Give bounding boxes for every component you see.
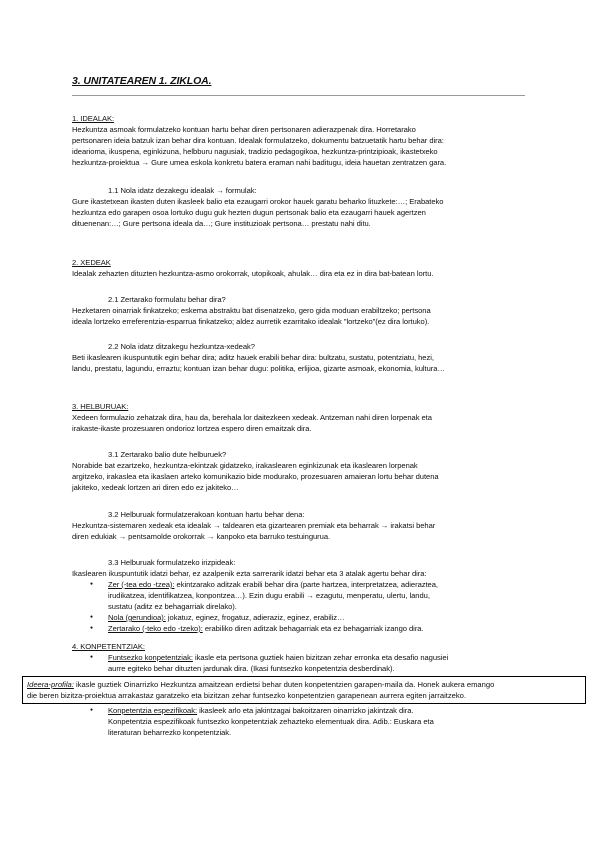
subsection-2-1 [72, 294, 532, 327]
subsection-title: 2.1 Zertarako formulatu behar dira? [108, 295, 226, 304]
page-title: 3. UNITATEAREN 1. ZIKLOA. [72, 75, 212, 87]
bullet-text: irudikatzea, identifikatzea, konpontzea…). Ezin dugu erabili → ezagutu, menperatu, ulertu, landu, [108, 591, 430, 600]
subsection-3-2 [72, 509, 532, 542]
bullet-text: jokatuz, eginez, frogatuz, adieraziz, eginez, erabiliz… [165, 613, 345, 622]
text-line: dituenenan:…; Gure pertsona ideala da…; Gure instituzioak pertsona… prestatu nahi ditu. [72, 219, 371, 228]
subsection-title: 3.3 Helburuak formulatzeko irizpideak: [108, 558, 236, 567]
subsection-title: 2.2 Nola idatz ditzakegu hezkuntza-xedeak? [108, 342, 255, 351]
text-line: ideala lortzeko erreferentzia-esparrua finkatzeko; aldez aurretik ezarritako idealak "lortzeko"(ez dira lortuko). [72, 317, 430, 326]
section-konpetentziak [72, 641, 532, 674]
list-item [72, 579, 532, 612]
text-line: Beti ikaslearen ikuspuntutik egin behar dira; aditz hauek erabili behar dira: bultzatu, sustatu, potentziatu, hezi, [72, 353, 434, 362]
text-line: Norabide bat ezartzeko, hezkuntza-ekintzak gidatzeko, irakaslearen eginkizunak eta ikaslearen lorpenak [72, 461, 418, 470]
text-line: landu, prestatu, lagundu, erraztu; kontuan izan behar dugu: politika, erlijioa, gizarte asmoak, ekonomia, kultura… [72, 364, 445, 373]
section-idealak [72, 113, 532, 168]
bullet-text: Konpetentzia espezifikoak funtsezko konpetentziak zehazteko elementuak dira. Adib.: Euskara eta [108, 717, 434, 726]
subsection-2-2 [72, 341, 532, 374]
bullet-text: literaturan beharrezko konpetentziak. [108, 728, 232, 737]
subsection-title: 1.1 Nola idatz dezakegu idealak → formulak: [108, 186, 257, 195]
title-divider [72, 95, 525, 96]
bullet-key: Nola (gerundioa): [108, 613, 166, 622]
profile-box [22, 676, 586, 704]
text-line: Hezkuntza asmoak formulatzeko kontuan hartu behar diren pertsonaren adierazpenak dira. Horretarako [72, 125, 416, 134]
section-xedeak [72, 257, 532, 279]
text-line: Ikaslearen ikuspuntutik idatzi behar, ez azalpenik ezta sarrerarik idatzi behar eta 3 atalak agertu behar dira: [72, 569, 427, 578]
text-line: idearioma, ikuspena, eginkizuna, helbburu nagusiak, tradizio pedagogikoa, hezkuntza-printzipioak, ikastetxeko [72, 147, 438, 156]
text-line: hezkuntza edo garapen osoa lortuko dugu guk hezten dugun pertsonak balio eta ezaugarri hauek agertzen [72, 208, 426, 217]
subsection-title: 3.1 Zertarako balio dute helburuek? [108, 450, 227, 459]
paragraph [72, 124, 532, 168]
list-item [72, 623, 532, 634]
bullet-key: Funtsezko konpetentziak: [108, 653, 193, 662]
subsection-3-3 [72, 557, 532, 634]
text-line: hezkuntza-proiektua → Gure umea eskola konkretu batera eraman nahi baditugu, ideia hauetan zentratzen gara. [72, 158, 447, 167]
text-line: Hezkuntza-sistemaren xedeak eta idealak → taldearen eta gizartearen premiak eta beharrak → irakatsi behar [72, 521, 436, 530]
list-item [72, 652, 532, 674]
bullet-key: Zer (-tea edo -tzea): [108, 580, 175, 589]
text-line: Idealak zehazten dituzten hezkuntza-asmo orokorrak, utopikoak, ahulak… dira eta ez in dira bat-batean lortu. [72, 269, 434, 278]
bullet-text: sustatu (aditz ez behagarriak direlako). [108, 602, 237, 611]
subsection-title: 3.2 Helburuak formulatzerakoan kontuan hartu behar dena: [108, 510, 305, 519]
text-line: jakiteko, xedeak lortzen ari diren edo ez jakiteko… [72, 483, 239, 492]
text-line: Xedeen formulazio zehatzak dira, hau da, berehala lor daitezkeen xedeak. Antzeman nahi diren lorpenak eta [72, 413, 432, 422]
list-item [72, 705, 532, 738]
box-text: ikasle guztiek Oinarrizko Hezkuntza amaitzean erdietsi behar duten konpetentzien garapen-maila da. Honek aukera emango [73, 680, 495, 689]
subsection-3-1 [72, 449, 532, 493]
bullet-key: Konpetentzia espezifikoak: [108, 706, 198, 715]
text-line: Hezketaren oinarriak finkatzeko; eskema abstraktu bat disenatzeko, gero gida moduan erabiltzeko; pertsona [72, 306, 431, 315]
section-konpetentziak-cont [72, 705, 532, 738]
criteria-list [72, 579, 532, 634]
text-line: Gure ikastetxean ikasten duten ikasleek balio eta ezaugarri orokor hauek garatu beharko lituzkete:…; Erabateko [72, 197, 444, 206]
box-text: die beren bizitza-proiektua arrakastaz garatzeko eta bizitzan zehar funtsezko konpetentzien garapenean aurrera egiten jarraitzeko. [27, 691, 467, 700]
bullet-key: Zertarako (-teko edo -tzeko): [108, 624, 203, 633]
bullet-text: aurre egiteko behar dituzten jardunak dira. (Ikasi funtsezko konpetentzia desberdinak). [108, 664, 395, 673]
text-line: diren edukiak → pentsamolde orokorrak → kanpoko eta barruko testuingurua. [72, 532, 331, 541]
section-heading: 2. XEDEAK [72, 258, 111, 267]
text-line: irakaste-ikaste prozesuaren ondorioz lortzea espero diren emaitzak dira. [72, 424, 312, 433]
competence-list [72, 705, 532, 738]
box-key: Ideera-profila: [27, 680, 74, 689]
bullet-text: ikasle eta pertsona guztiek haien bizitzan zehar erronka eta desafio nagusiei [192, 653, 449, 662]
bullet-text: ikasleek arlo eta jakintzagai bakoitzaren oinarrizko jakintzak dira. [197, 706, 414, 715]
text-line: argitzeko, irakaslea eta ikaslaen arteko komunikazio bide modurako, prozesuaren amaieran lortu behar dutena [72, 472, 439, 481]
competence-list [72, 652, 532, 674]
bullet-text: ekintzarako aditzak erabili behar dira (parte hartzea, interpretatzea, adieraztea, [174, 580, 438, 589]
bullet-text: erabiliko diren aditzak behagarriak eta ez behagarriak izango dira. [202, 624, 424, 633]
text-line: pertsonaren ideia batzuk izan behar dira kontuan. Idealak formulatzeko, dokumentu batzuetatik hartu behar dira: [72, 136, 444, 145]
section-heading: 1. IDEALAK: [72, 114, 115, 123]
section-heading: 4. KONPETENTZIAK: [72, 642, 145, 651]
section-heading: 3. HELBURUAK: [72, 402, 129, 411]
list-item [72, 612, 532, 623]
section-helburuak [72, 401, 532, 434]
subsection-1-1 [72, 185, 532, 229]
